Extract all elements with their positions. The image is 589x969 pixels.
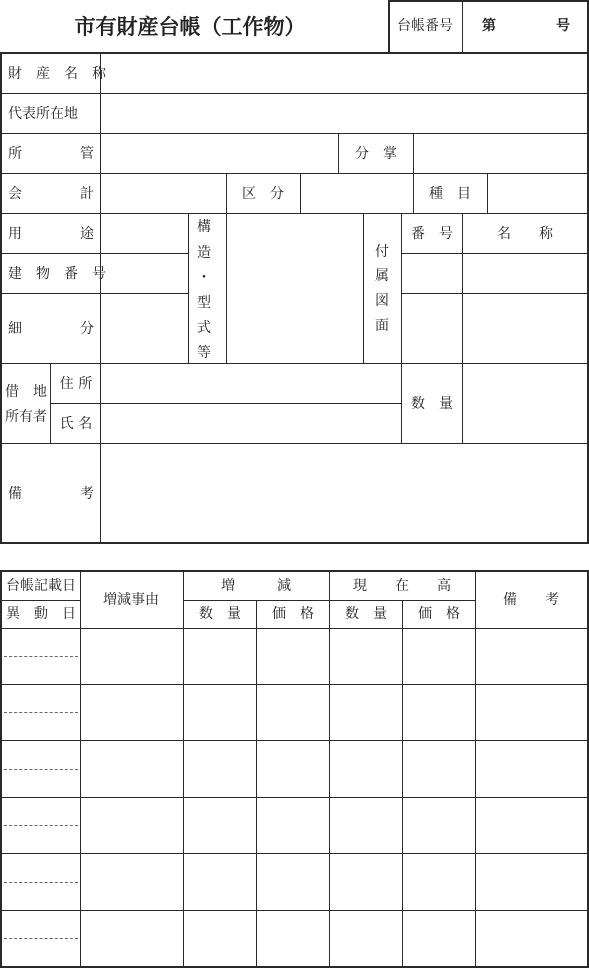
label-landowner-2: 所有者 bbox=[5, 409, 47, 425]
label-attached-2: 属 bbox=[375, 268, 389, 284]
remarks-field[interactable] bbox=[102, 444, 586, 541]
label-account-2: 計 bbox=[80, 186, 94, 202]
structure-field[interactable] bbox=[228, 214, 362, 362]
label-structure-4: 型 bbox=[197, 295, 211, 311]
label-name: 名 称 bbox=[497, 226, 553, 242]
label-property-name: 財 産 名 称 bbox=[8, 66, 106, 82]
table-border bbox=[0, 52, 2, 544]
grid-line bbox=[413, 133, 414, 213]
label-incdec-quantity: 数 量 bbox=[199, 606, 241, 622]
table-row[interactable] bbox=[2, 854, 587, 910]
grid-line bbox=[0, 600, 80, 601]
label-number: 番 号 bbox=[411, 226, 453, 242]
label-usage-1: 用 bbox=[8, 226, 22, 242]
grid-line bbox=[188, 213, 189, 363]
table-row[interactable] bbox=[2, 911, 587, 966]
header-border bbox=[388, 0, 390, 54]
category-field[interactable] bbox=[302, 174, 412, 212]
division-field[interactable] bbox=[415, 134, 586, 172]
label-lower-remarks: 備 考 bbox=[503, 592, 559, 608]
grid-line bbox=[100, 52, 101, 543]
ledger-number-input[interactable] bbox=[500, 4, 550, 48]
label-account-1: 会 bbox=[8, 186, 22, 202]
label-item-type: 種 目 bbox=[429, 186, 471, 202]
rep-location-field[interactable] bbox=[102, 94, 586, 132]
table-row[interactable] bbox=[2, 741, 587, 797]
form-title: 市有財産台帳（工作物） bbox=[74, 15, 306, 39]
ledger-number-label: 台帳番号 bbox=[397, 18, 453, 34]
label-division: 分 掌 bbox=[355, 146, 397, 162]
label-category: 区 分 bbox=[242, 186, 284, 202]
label-attached-3: 図 bbox=[375, 293, 389, 309]
label-attached-4: 面 bbox=[375, 318, 389, 334]
label-current-quantity: 数 量 bbox=[345, 606, 387, 622]
label-structure-6: 等 bbox=[197, 345, 211, 361]
property-name-field[interactable] bbox=[102, 54, 586, 92]
quantity-field[interactable] bbox=[464, 364, 586, 442]
grid-line bbox=[363, 213, 364, 363]
grid-line bbox=[487, 173, 488, 213]
label-landowner-1: 借 地 bbox=[5, 384, 47, 400]
attached-number-field[interactable] bbox=[402, 254, 461, 362]
grid-line bbox=[300, 173, 301, 213]
label-structure-2: 造 bbox=[197, 245, 211, 261]
ledger-number-suffix: 号 bbox=[556, 18, 570, 34]
grid-line bbox=[226, 173, 227, 363]
account-field[interactable] bbox=[102, 174, 225, 212]
label-incdec-price: 価 格 bbox=[272, 606, 314, 622]
label-owner-name: 氏 名 bbox=[59, 416, 93, 432]
table-border bbox=[0, 570, 589, 572]
label-address: 住 所 bbox=[59, 376, 93, 392]
building-no-field[interactable] bbox=[102, 254, 187, 292]
grid-line bbox=[462, 213, 463, 443]
label-building-no: 建 物 番 号 bbox=[8, 266, 106, 282]
label-jurisdiction-2: 管 bbox=[80, 146, 94, 162]
label-increase-decrease: 増 減 bbox=[221, 578, 291, 594]
table-row[interactable] bbox=[2, 685, 587, 740]
label-attached-1: 付 bbox=[375, 244, 389, 260]
label-detail-2: 分 bbox=[80, 321, 94, 337]
label-quantity: 数 量 bbox=[411, 396, 453, 412]
detail-field[interactable] bbox=[102, 294, 187, 362]
label-record-date: 台帳記載日 bbox=[6, 578, 76, 594]
grid-line bbox=[338, 133, 339, 173]
label-structure-1: 構 bbox=[197, 219, 211, 235]
table-border bbox=[0, 542, 589, 544]
label-usage-2: 途 bbox=[80, 226, 94, 242]
label-remarks-1: 備 bbox=[8, 486, 22, 502]
jurisdiction-field[interactable] bbox=[102, 134, 337, 172]
label-detail-1: 細 bbox=[8, 321, 22, 337]
attached-name-field[interactable] bbox=[464, 254, 586, 362]
label-jurisdiction-1: 所 bbox=[8, 146, 22, 162]
table-row[interactable] bbox=[2, 629, 587, 684]
label-reason: 増減事由 bbox=[103, 592, 159, 608]
grid-line bbox=[50, 363, 51, 443]
label-structure-5: 式 bbox=[197, 320, 211, 336]
label-structure-3: ・ bbox=[197, 270, 211, 286]
ledger-number-prefix: 第 bbox=[482, 18, 496, 34]
header-border bbox=[462, 0, 463, 54]
usage-field[interactable] bbox=[102, 214, 187, 252]
label-remarks-2: 考 bbox=[80, 486, 94, 502]
label-current-price: 価 格 bbox=[418, 606, 460, 622]
header-border bbox=[388, 0, 589, 2]
label-rep-location: 代表所在地 bbox=[8, 106, 78, 122]
address-field[interactable] bbox=[102, 364, 400, 402]
label-current-holdings: 現 在 高 bbox=[353, 578, 451, 594]
label-change-date: 異 動 日 bbox=[6, 606, 76, 622]
owner-name-field[interactable] bbox=[102, 404, 400, 442]
item-type-field[interactable] bbox=[489, 174, 586, 212]
table-row[interactable] bbox=[2, 798, 587, 853]
table-border bbox=[0, 966, 589, 968]
